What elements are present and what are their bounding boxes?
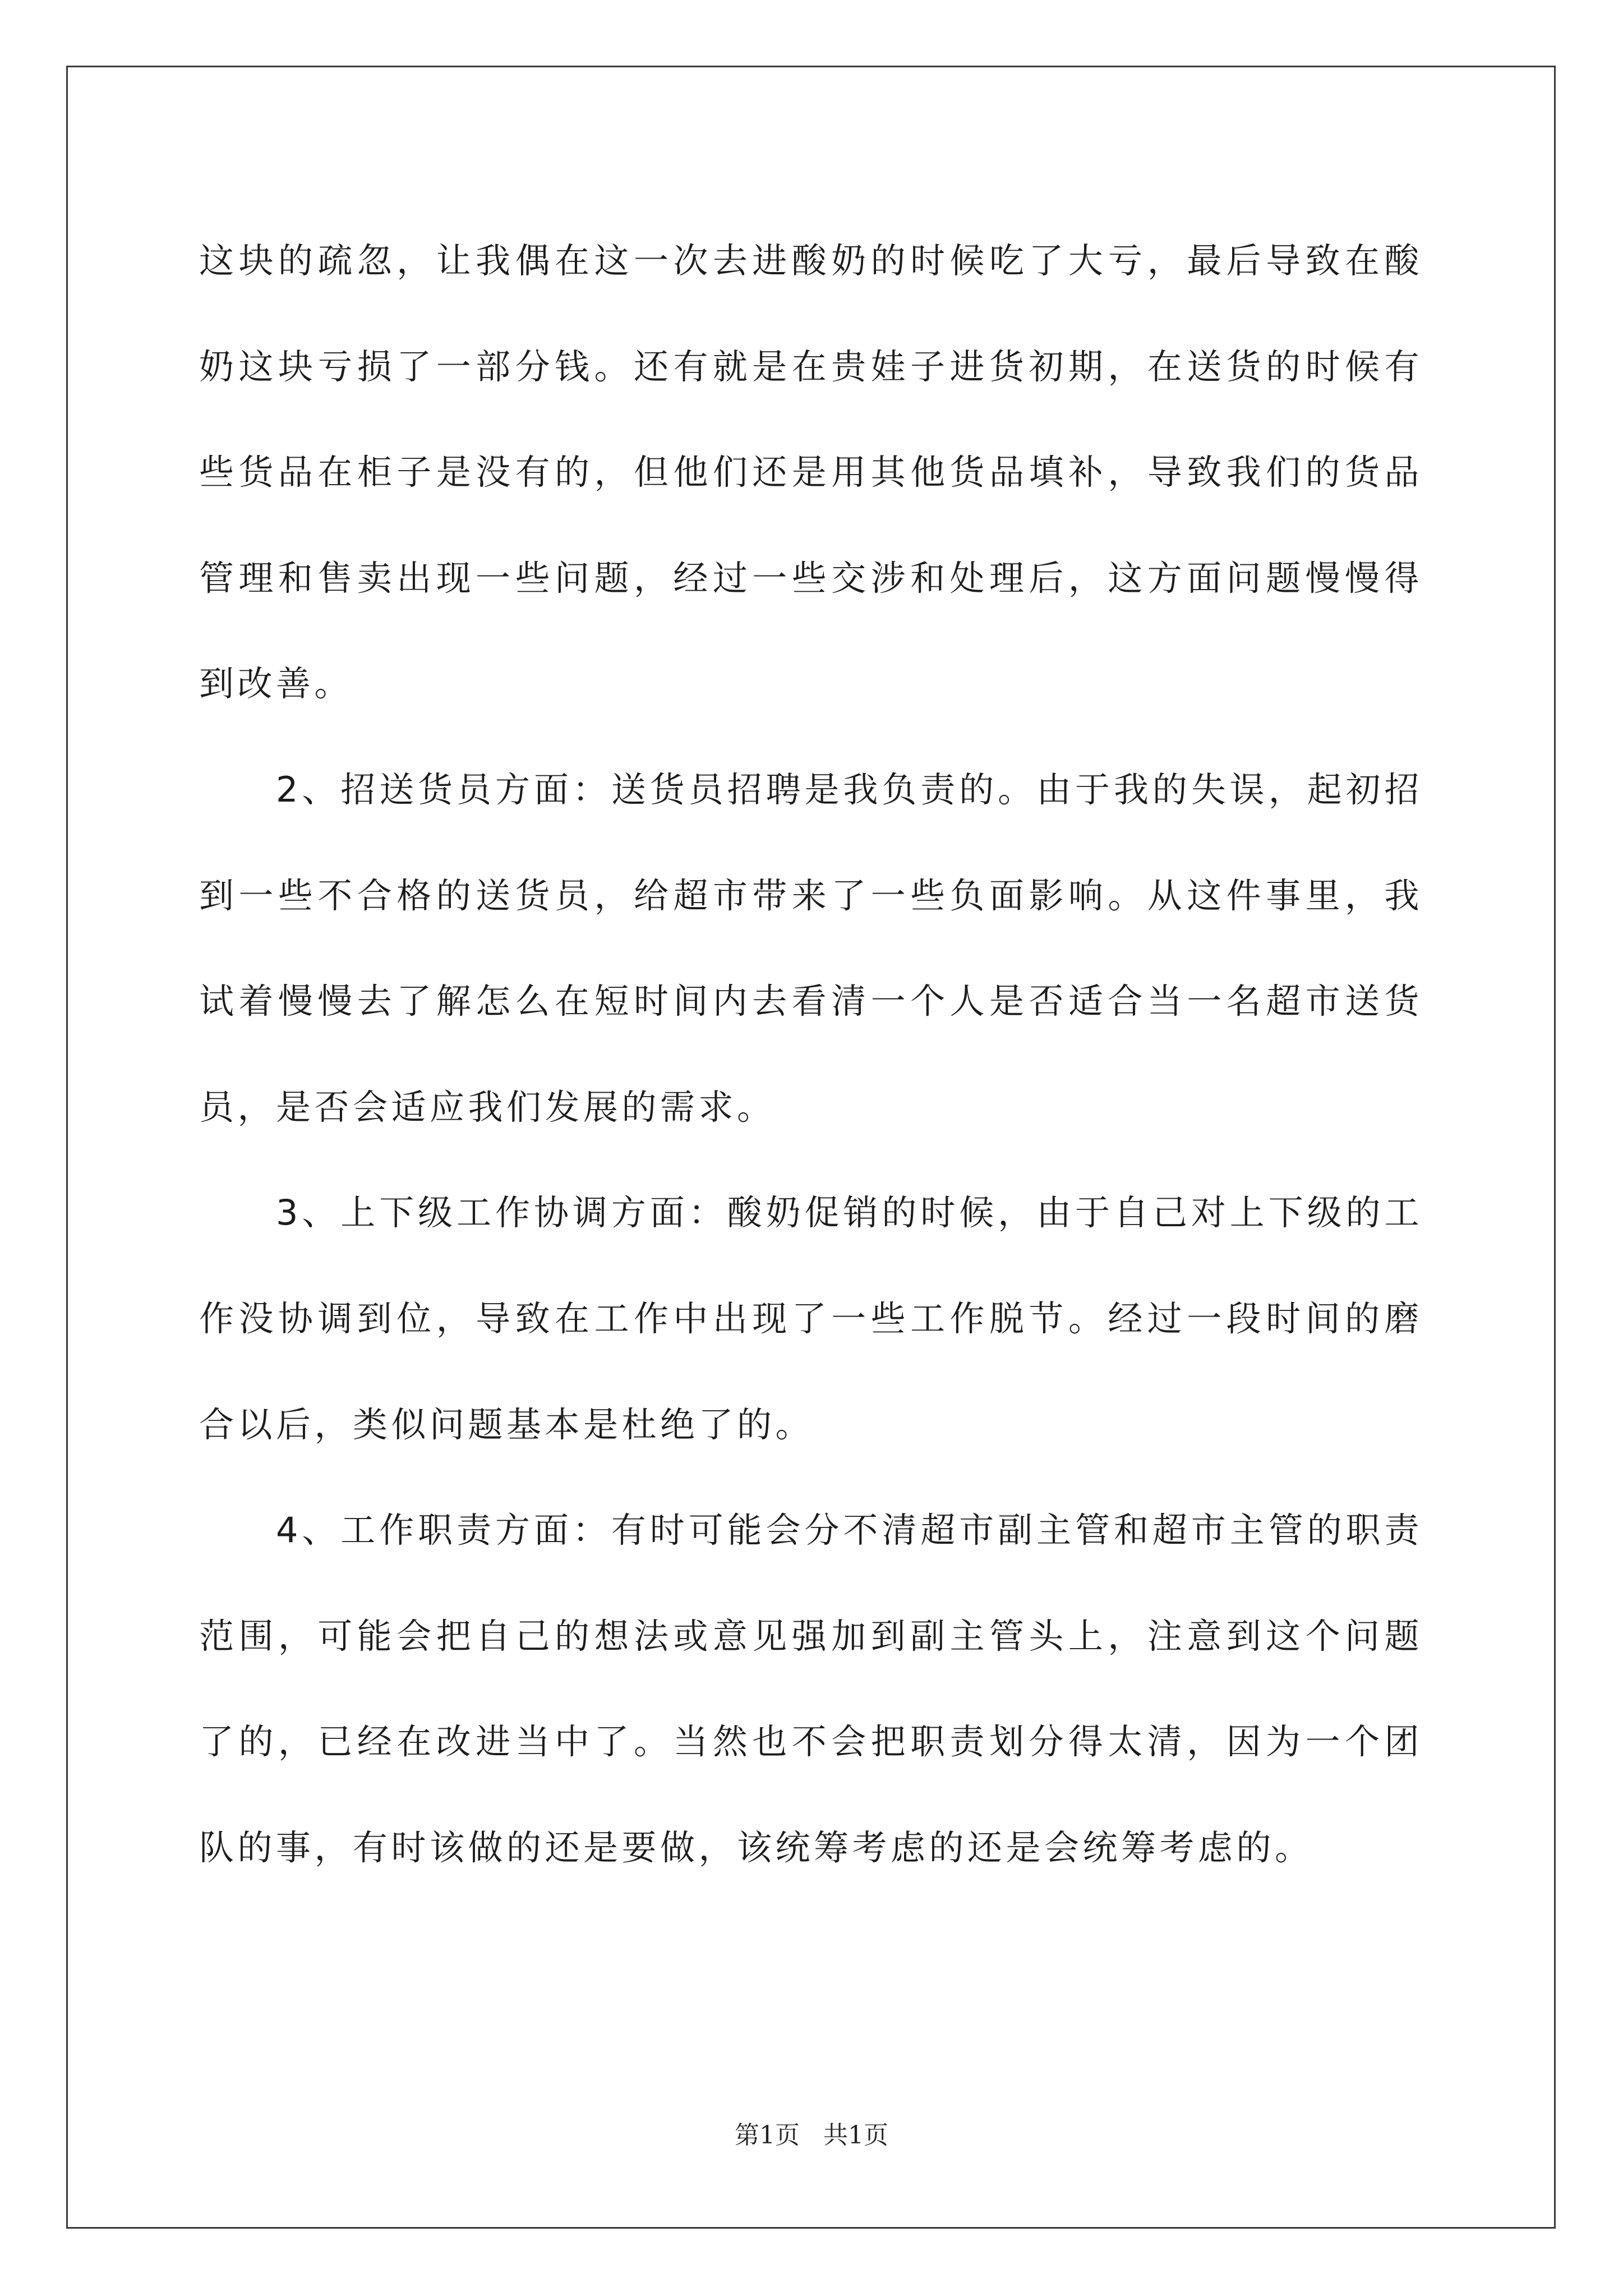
paragraph-item-4-responsibilities: 4、工作职责方面：有时可能会分不清超市副主管和超市主管的职责范围，可能会把自己的想法或意见强加到副主管头上，注意到这个问题了的，已经在改进当中了。当然也不会把职责划分得太清，因为一个团队的事，有时该做的还是要做，该统筹考虑的还是会统筹考虑的。 (199, 1510, 1423, 1868)
page-footer: 第1页 共1页 (735, 2121, 888, 2150)
paragraph-item-2-delivery-staff: 2、招送货员方面：送货员招聘是我负责的。由于我的失误，起初招到一些不合格的送货员，给超市带来了一些负面影响。从这件事里，我试着慢慢去了解怎么在短时间内去看清一个人是否适合当一名超市送货员，是否会适应我们发展的需求。 (199, 769, 1423, 1128)
document-body (199, 208, 1423, 1901)
paragraph-continuation: 这块的疏忽，让我偶在这一次去进酸奶的时候吃了大亏，最后导致在酸奶这块亏损了一部分钱。还有就是在贵娃子进货初期，在送货的时候有些货品在柜子是没有的，但他们还是用其他货品填补，导致我们的货品管理和售卖出现一些问题，经过一些交涉和处理后，这方面问题慢慢得到改善。 (199, 240, 1423, 705)
paragraph-item-3-coordination: 3、上下级工作协调方面：酸奶促销的时候，由于自己对上下级的工作没协调到位，导致在工作中出现了一些工作脱节。经过一段时间的磨合以后，类似问题基本是杜绝了的。 (199, 1192, 1423, 1445)
